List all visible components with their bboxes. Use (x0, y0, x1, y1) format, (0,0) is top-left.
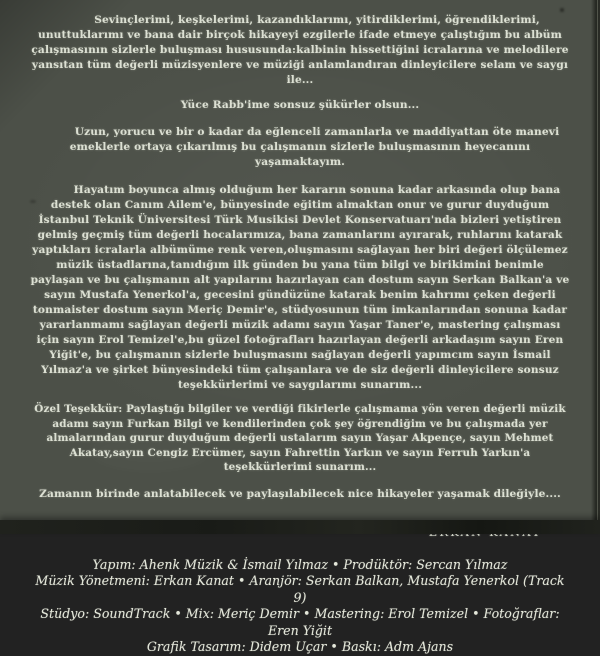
scan-edge-line (597, 0, 598, 534)
scan-edge-shadow (591, 0, 600, 534)
credit-line-production: Yapım: Ahenk Müzik & İsmail Yılmaz • Prodüktör: Sercan Yılmaz (92, 556, 508, 572)
scan-blemish (560, 8, 564, 12)
paragraph-excitement: Uzun, yorucu ve bir o kadar da eğlenceli zamanlarla ve maddiyattan öte manevi emeklerle ortaya çıkarılmış bu çalışmanın sizlerle buluşmasının heyecanını yaşamaktayım. (69, 126, 560, 168)
credit-line-studio-mix: Stüdyo: SoundTrack • Mix: Meriç Demir • Mastering: Erol Temizel • Fotoğraflar: Eren Yiğit (40, 606, 560, 638)
production-credits (28, 557, 572, 656)
liner-notes-text (28, 13, 572, 656)
paragraph-gratitude-god: Yüce Rabb'ime sonsuz şükürler olsun... (180, 99, 420, 111)
paragraph-special-thanks: Özel Teşekkür: Paylaştığı bilgiler ve verdiği fikirlerle çalışmama yön veren değerli müzik adamı sayın Furkan Bilgi ve kendilerinden çok şey öğrendiğim ve bu çalışmada yer almalarından gurur duyduğum değerli ustalarım sayın Yaşar Akpençe, sayın Mehmet Akatay,sayın Cengiz Ercümer, sayın Fahrettin Yarkın ve sayın Ferruh Yarkın'a teşekkürlerimi sunarım... (34, 403, 566, 473)
booklet-fold-band (0, 520, 600, 534)
paragraph-main-thanks: Hayatım boyunca almış olduğum her kararın sonuna kadar arkasında olup bana destek olan Canım Ailem'e, bünyesinde eğitim almaktan onur ve gurur duyduğum İstanbul Teknik Üniversitesi Türk Musikisi Devlet Konservatuarı'nda bizleri yetiştiren gelmiş geçmiş tüm değerli hocalarımıza, bana zamanlarını ayırarak, ruhlarını katarak yaptıkları icralarla albümüme renk veren,oluşmasını sağlayan her biri değeri ölçülemez müzik üstadlarına,tanıdığım ilk günden bu yana tüm bilgi ve birikimini benimle paylaşan ve bu çalışmanın alt yapılarını hazırlayan can dostum sayın Serkan Balkan'a ve sayın Mustafa Yenerkol'a, gecesini gündüzüne katarak benim kahrımı çeken değerli tonmaister dostum sayın Meriç Demir'e, stüdyosunun tüm imkanlarından sonuna kadar yararlanmamı sağlayan değerli müzik adamı sayın Yaşar Taner'e, mastering çalışması için sayın Erol Temizel'e,bu güzel fotoğrafları hazırlayan değerli arkadaşım sayın Eren Yiğit'e, bu çalışmanın sizlerle buluşmasını sağlayan değerli yapımcım sayın İsmail Yılmaz'a ve şirket bünyesindeki tüm çalışanlara ve de siz değerli dinleyicilere sonsuz teşekkürlerimi ve saygılarımı sunarım... (30, 184, 570, 391)
credit-line-music-direction: Müzik Yönetmeni: Erkan Kanat • Aranjör: Serkan Balkan, Mustafa Yenerkol (Track 9) (35, 573, 565, 605)
credit-line-design-print: Grafik Tasarım: Didem Uçar • Baskı: Adm Ajans (146, 639, 454, 654)
paragraph-greeting: Sevinçlerimi, keşkelerimi, kazandıklarımı, yitirdiklerimi, öğrendiklerimi, unuttuklarımı ve bana dair birçok hikayeyi ezgilerle ifade etmeye çalıştığım bu albüm çalışmasının sizlerle buluşması hususunda:kalbinin hissettiğini icralarına ve melodilere yansıtan tüm değerli müzisyenlere ve müziği anlamlandıran dinleyicilere selam ve saygı ile... (31, 14, 569, 86)
paragraph-closing-wish: Zamanın birinde anlatabilecek ve paylaşılabilecek nice hikayeler yaşamak dileğiyle.... (39, 487, 561, 500)
